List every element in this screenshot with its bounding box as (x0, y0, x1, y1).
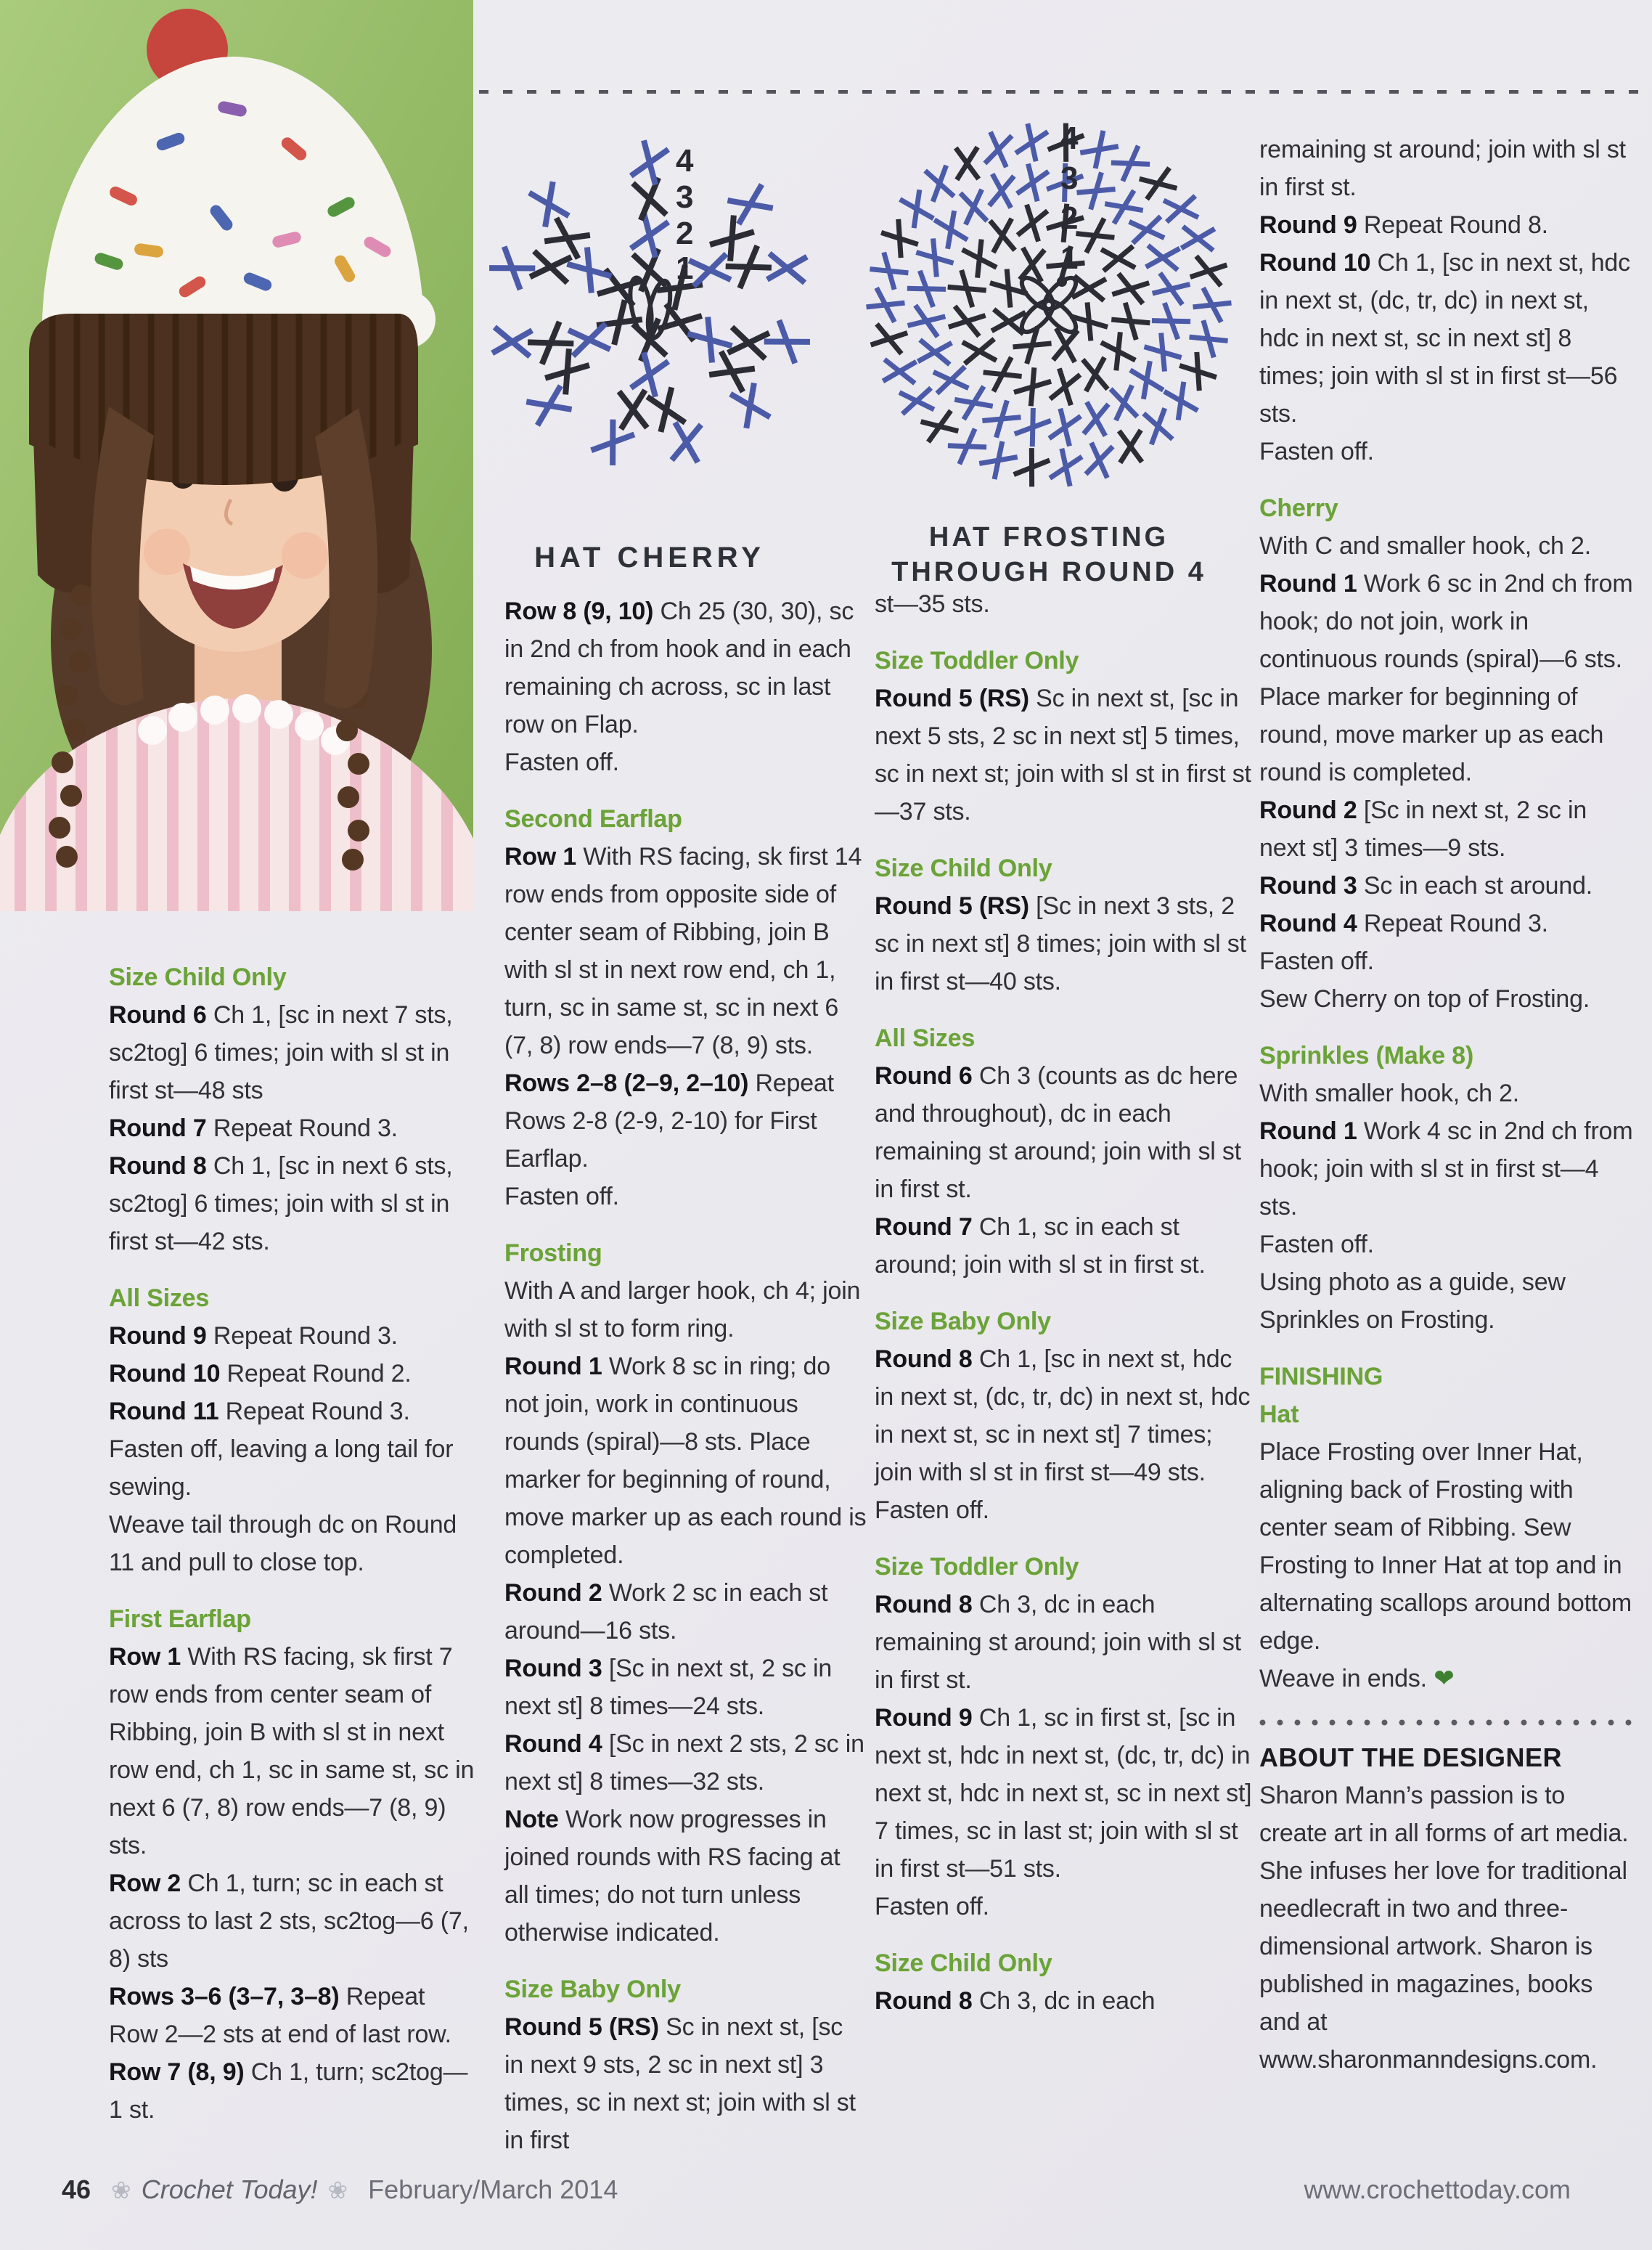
subsection-heading: Hat (1259, 1401, 1299, 1428)
instruction-text: Ch 25 (30, 30), sc in 2nd ch from hook and in each remaining ch across, sc in last row on Flap. (504, 598, 854, 738)
instruction-text: Ch 1, turn; sc in each st across to last 2 sts, sc2tog—6 (7, 8) sts (109, 1870, 469, 1973)
instruction-text: Sc in each st around. (1363, 872, 1593, 900)
flower-icon: ❀ (111, 2177, 131, 2204)
instruction-label: Round 6 (875, 1062, 979, 1090)
instruction-label: Round 4 (504, 1730, 609, 1758)
instruction-text: remaining st around; join with sl st in first st. (1259, 136, 1626, 201)
instruction-label: Round 11 (109, 1398, 226, 1425)
section-heading: Frosting (504, 1239, 602, 1267)
instruction-label: Row 1 (109, 1643, 188, 1671)
pattern-paragraph (504, 2008, 867, 2159)
instruction-text: Work 8 sc in ring; do not join, work in continuous rounds (spiral)—8 sts. Place marker for beginning of round, move marker up as each round is completed. (504, 1353, 867, 1569)
about-designer-heading: ABOUT THE DESIGNER (1259, 1742, 1563, 1772)
instruction-text: Fasten off. (1259, 947, 1374, 975)
pattern-paragraph (875, 1208, 1252, 1284)
pattern-paragraph (504, 1650, 867, 1725)
instruction-label: Round 1 (1259, 570, 1364, 598)
section-heading: All Sizes (109, 1284, 210, 1312)
instruction-text: With C and smaller hook, ch 2. (1259, 532, 1591, 560)
pattern-column-1 (109, 958, 475, 2129)
pattern-paragraph (109, 1393, 475, 1430)
instruction-label: Round 1 (504, 1353, 609, 1380)
pattern-column-3 (875, 585, 1252, 2020)
pattern-paragraph (109, 1430, 475, 1506)
pattern-paragraph (1259, 527, 1633, 565)
pattern-paragraph (1259, 1433, 1633, 1660)
instruction-text: Ch 1, sc in first st, [sc in next st, hdc in next st, (dc, tr, dc) in next st, hdc in next st, sc in next st] 7 times, sc in last st; join with sl st in first st—51 sts. (875, 1704, 1252, 1883)
pattern-paragraph (504, 1348, 867, 1574)
instruction-text: [Sc in next st, 2 sc in next st] 3 times—9 sts. (1259, 796, 1587, 862)
flower-icon: ❀ (327, 2177, 348, 2204)
pattern-paragraph (875, 1699, 1252, 1888)
pattern-paragraph (875, 1340, 1252, 1491)
pattern-paragraph (1259, 433, 1633, 470)
pattern-paragraph (504, 1801, 867, 1952)
instruction-text: Ch 1, turn; sc2tog—1 st. (109, 2058, 468, 2124)
pattern-paragraph (1259, 791, 1633, 867)
instruction-text: Repeat Round 3. (213, 1114, 398, 1142)
pattern-paragraph (109, 1355, 475, 1393)
instruction-label: Round 8 (875, 1987, 979, 2015)
instruction-text: With RS facing, sk first 14 row ends from opposite side of center seam of Ribbing, join B with sl st in next row end, ch 1, turn, sc in same st, sc in next 6 (7, 8) row ends—7 (8, 9) sts. (504, 843, 862, 1059)
instruction-text: Fasten off. (504, 749, 619, 776)
pattern-paragraph (109, 1317, 475, 1355)
instruction-text: Fasten off. (875, 1496, 989, 1524)
instruction-text: Ch 1, [sc in next 7 sts, sc2tog] 6 times; join with sl st in first st—48 sts (109, 1001, 453, 1104)
pattern-paragraph (109, 996, 475, 1109)
instruction-text: Ch 1, [sc in next st, hdc in next st, (dc, tr, dc) in next st, hdc in next st, sc in next st] 8 times; join with sl st in first st—56 sts. (1259, 249, 1630, 428)
instruction-text: Fasten off. (875, 1893, 989, 1920)
section-heading: Sprinkles (Make 8) (1259, 1042, 1473, 1069)
pattern-paragraph (875, 585, 1252, 623)
instruction-text: Weave in ends. (1259, 1665, 1434, 1692)
instruction-text: Repeat Round 3. (213, 1322, 398, 1350)
instruction-label: Row 2 (109, 1870, 188, 1897)
section-heading: Second Earflap (504, 805, 682, 833)
instruction-text: Ch 3, dc in each remaining st around; join with sl st in first st. (875, 1591, 1241, 1694)
instruction-text: Repeat Rows 2-8 (2-9, 2-10) for First Earflap. (504, 1069, 834, 1173)
instruction-text: Repeat Round 2. (226, 1360, 412, 1387)
pattern-paragraph (1259, 1263, 1633, 1339)
svg-text:4: 4 (676, 143, 694, 179)
instruction-text: Fasten off. (1259, 1231, 1374, 1258)
photo-illustration (0, 0, 473, 911)
pattern-paragraph (109, 1978, 475, 2053)
pattern-paragraph (1259, 1660, 1633, 1697)
instruction-text: [Sc in next 3 sts, 2 sc in next st] 8 times; join with sl st in first st—40 sts. (875, 892, 1246, 995)
instruction-text: Ch 1, [sc in next st, hdc in next st, (dc, tr, dc) in next st, hdc in next st, sc in next st] 7 times; join with sl st in first st—49 sts. (875, 1345, 1251, 1486)
section-heading: Size Baby Only (504, 1976, 681, 2003)
pattern-paragraph (875, 887, 1252, 1000)
instruction-label: Row 1 (504, 843, 584, 871)
instruction-label: Note (504, 1806, 566, 1833)
instruction-label: Rows 2–8 (2–9, 2–10) (504, 1069, 756, 1097)
instruction-text: Work 4 sc in 2nd ch from hook; join with sl st in first st—4 sts. (1259, 1117, 1633, 1220)
pattern-paragraph (109, 1147, 475, 1260)
instruction-label: Round 7 (109, 1114, 213, 1142)
pattern-paragraph (109, 2053, 475, 2129)
instruction-label: Round 3 (504, 1655, 609, 1682)
pattern-paragraph (1259, 867, 1633, 905)
instruction-label: Round 8 (875, 1345, 979, 1373)
hat-frosting-diagram-title (838, 520, 1259, 590)
instruction-text: st—35 sts. (875, 590, 990, 618)
instruction-label: Row 8 (9, 10) (504, 598, 661, 625)
instruction-text: Ch 3, dc in each (978, 1987, 1156, 2015)
pattern-paragraph (1259, 244, 1633, 433)
hat-cherry-diagram (457, 87, 842, 530)
instruction-label: Round 9 (875, 1704, 979, 1732)
section-heading: Size Toddler Only (875, 647, 1079, 674)
issue-date: February/March 2014 (368, 2174, 618, 2204)
pattern-paragraph (109, 1109, 475, 1147)
pattern-paragraph (1259, 980, 1633, 1018)
pattern-column-4 (1259, 131, 1633, 2079)
instruction-label: Round 9 (1259, 211, 1364, 239)
svg-text:2: 2 (1060, 200, 1079, 236)
pattern-column-2 (504, 592, 867, 2159)
instruction-label: Round 6 (109, 1001, 213, 1029)
pattern-paragraph (875, 1057, 1252, 1208)
instruction-text: Fasten off, leaving a long tail for sewing. (109, 1435, 454, 1501)
instruction-label: Round 7 (875, 1213, 979, 1241)
pattern-paragraph (504, 1725, 867, 1801)
instruction-text: Sew Cherry on top of Frosting. (1259, 985, 1590, 1013)
pattern-paragraph (875, 1982, 1252, 2020)
instruction-label: Round 8 (875, 1591, 979, 1618)
hat-frosting-title-line2: THROUGH ROUND 4 (891, 557, 1206, 587)
instruction-label: Round 1 (1259, 1117, 1364, 1145)
magazine-title: Crochet Today! (141, 2174, 318, 2204)
heart-icon: ❤ (1434, 1665, 1455, 1692)
section-heading: All Sizes (875, 1024, 976, 1052)
dotted-separator (1259, 1719, 1633, 1726)
instruction-label: Rows 3–6 (3–7, 3–8) (109, 1983, 346, 2010)
pattern-paragraph (1259, 1226, 1633, 1263)
instruction-label: Round 5 (RS) (875, 892, 1036, 920)
hat-frosting-title-line1: HAT FROSTING (928, 522, 1169, 553)
instruction-text: Fasten off. (1259, 438, 1374, 465)
instruction-text: Work 6 sc in 2nd ch from hook; do not join, work in continuous rounds (spiral)—6 sts. Place marker for beginning of round, move marker up as each round is completed. (1259, 570, 1633, 786)
pattern-paragraph (504, 1178, 867, 1215)
instruction-label: Round 4 (1259, 910, 1364, 937)
pattern-paragraph (875, 1491, 1252, 1529)
instruction-text: Ch 3 (counts as dc here and throughout), dc in each remaining st around; join with sl st in first st. (875, 1062, 1241, 1203)
pattern-paragraph (875, 1888, 1252, 1925)
instruction-text: Weave tail through dc on Round 11 and pull to close top. (109, 1511, 457, 1576)
pattern-paragraph (504, 592, 867, 743)
instruction-text: Sharon Mann’s passion is to create art in all forms of art media. She infuses her love for traditional needlecraft in two and three-dimensional artwork. Sharon is published in magazines, books and at www.sharonmanndesigns.com. (1259, 1782, 1629, 2074)
section-heading: Size Child Only (875, 855, 1052, 882)
section-heading: Size Baby Only (875, 1308, 1051, 1335)
pattern-paragraph (504, 838, 867, 1064)
pattern-paragraph (1259, 905, 1633, 942)
instruction-text: Repeat Row 2—2 sts at end of last row. (109, 1983, 451, 2048)
instruction-text: Sc in next st, [sc in next 9 sts, 2 sc in next st] 3 times, sc in next st; join with sl st in first (504, 2013, 856, 2154)
section-heading: Size Toddler Only (875, 1553, 1079, 1581)
instruction-text: Ch 1, sc in each st around; join with sl st in first st. (875, 1213, 1206, 1279)
instruction-label: Round 9 (109, 1322, 213, 1350)
pattern-paragraph (109, 1638, 475, 1864)
instruction-label: Round 5 (RS) (875, 685, 1036, 712)
svg-text:1: 1 (676, 250, 694, 286)
instruction-label: Round 5 (RS) (504, 2013, 666, 2041)
section-heading: First Earflap (109, 1605, 251, 1633)
pattern-paragraph (1259, 1777, 1633, 2079)
pattern-paragraph (1259, 942, 1633, 980)
section-heading: Size Child Only (109, 963, 287, 991)
instruction-text: Sc in next st, [sc in next 5 sts, 2 sc in next st] 5 times, sc in next st; join with sl st in first st—37 sts. (875, 685, 1251, 826)
svg-text:3: 3 (1060, 160, 1079, 196)
instruction-label: Round 8 (109, 1152, 213, 1180)
instruction-text: Work 2 sc in each st around—16 sts. (504, 1579, 828, 1644)
svg-text:4: 4 (1060, 121, 1079, 156)
pattern-paragraph (109, 1506, 475, 1581)
instruction-label: Round 2 (504, 1579, 609, 1607)
footer-left (62, 2174, 618, 2205)
pattern-paragraph (109, 1864, 475, 1978)
pattern-paragraph (1259, 1112, 1633, 1226)
pattern-paragraph (504, 1272, 867, 1348)
instruction-text: Using photo as a guide, sew Sprinkles on Frosting. (1259, 1268, 1566, 1334)
page-number: 46 (62, 2174, 91, 2204)
pattern-paragraph (1259, 565, 1633, 791)
instruction-label: Round 3 (1259, 872, 1364, 900)
photo-girl-cupcake-hat (0, 0, 473, 911)
pattern-paragraph (875, 1586, 1252, 1699)
instruction-text: [Sc in next st, 2 sc in next st] 8 times—24 sts. (504, 1655, 833, 1720)
pattern-paragraph (1259, 206, 1633, 244)
instruction-label: Row 7 (8, 9) (109, 2058, 251, 2086)
pattern-paragraph (504, 1574, 867, 1650)
svg-text:2: 2 (676, 216, 694, 251)
instruction-text: [Sc in next 2 sts, 2 sc in next st] 8 times—32 sts. (504, 1730, 864, 1795)
instruction-text: Place Frosting over Inner Hat, aligning back of Frosting with center seam of Ribbing. Sew Frosting to Inner Hat at top and in alternating scallops around bottom edge. (1259, 1438, 1632, 1655)
instruction-text: With smaller hook, ch 2. (1259, 1080, 1519, 1107)
pattern-paragraph (504, 743, 867, 781)
instruction-text: With A and larger hook, ch 4; join with sl st to form ring. (504, 1277, 861, 1342)
footer-website: www.crochettoday.com (1304, 2174, 1571, 2204)
instruction-text: Work now progresses in joined rounds with RS facing at all times; do not turn unless otherwise indicated. (504, 1806, 841, 1947)
instruction-label: Round 10 (109, 1360, 227, 1387)
pattern-paragraph (504, 1064, 867, 1178)
pattern-paragraph (1259, 1075, 1633, 1112)
pattern-paragraph (875, 680, 1252, 831)
instruction-text: Ch 1, [sc in next 6 sts, sc2tog] 6 times; join with sl st in first st—42 sts. (109, 1152, 453, 1255)
section-heading: Size Child Only (875, 1949, 1052, 1977)
instruction-label: Round 10 (1259, 249, 1378, 277)
instruction-text: Repeat Round 3. (1363, 910, 1548, 937)
instruction-text: With RS facing, sk first 7 row ends from center seam of Ribbing, join B with sl st in next row end, ch 1, sc in same st, sc in next 6 (7, 8) row ends—7 (8, 9) sts. (109, 1643, 475, 1859)
instruction-text: Repeat Round 8. (1363, 211, 1548, 239)
hat-frosting-diagram (838, 107, 1259, 514)
pattern-paragraph (1259, 131, 1633, 206)
section-heading: Cherry (1259, 494, 1338, 522)
svg-text:3: 3 (676, 179, 694, 215)
instruction-label: Round 2 (1259, 796, 1364, 824)
section-heading: FINISHING (1259, 1363, 1383, 1390)
instruction-text: Repeat Round 3. (225, 1398, 410, 1425)
svg-text:1: 1 (1060, 240, 1079, 276)
instruction-text: Fasten off. (504, 1183, 619, 1210)
hat-cherry-diagram-title: HAT CHERRY (534, 542, 765, 574)
